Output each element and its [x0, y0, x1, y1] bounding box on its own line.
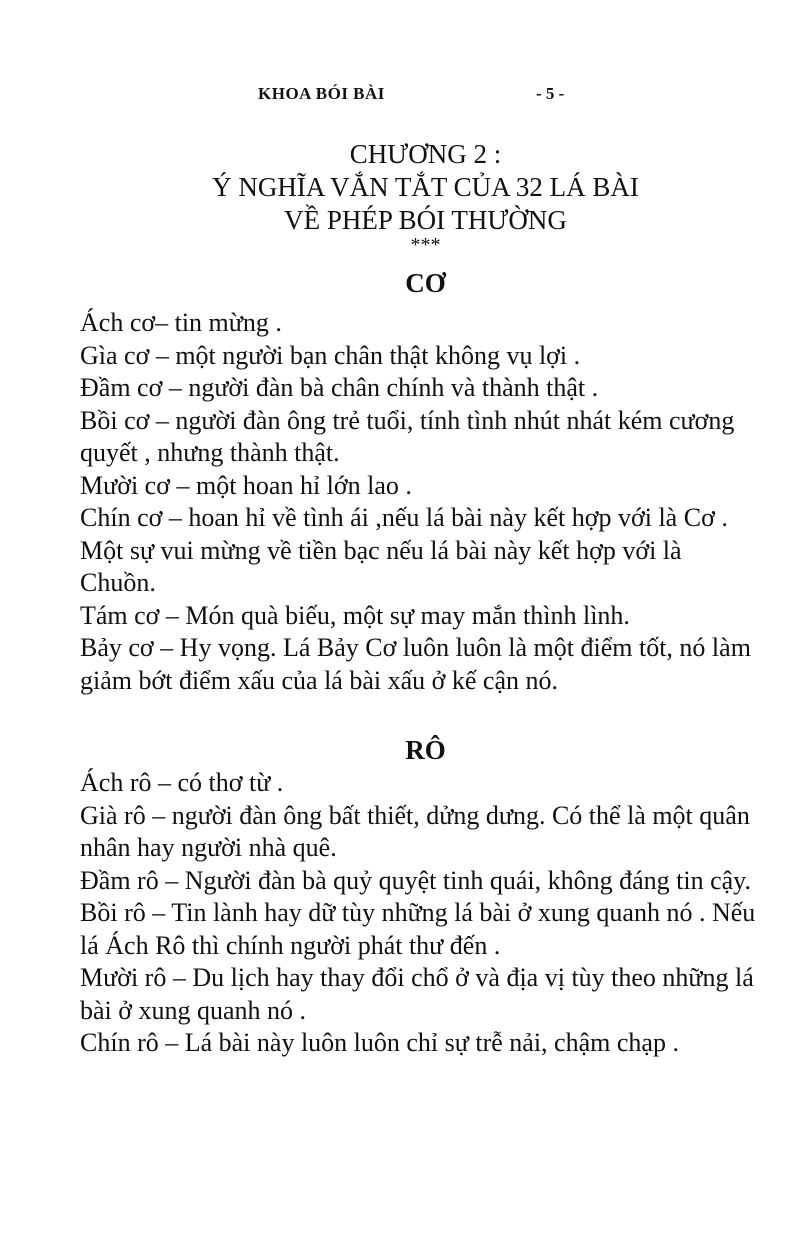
section-heading-co: CƠ [405, 268, 446, 298]
section-entries-ro [80, 767, 760, 1060]
entry-dam-co: Đầm cơ – người đàn bà chân chính và thành thật . [80, 373, 599, 402]
entry-muoi-co: Mười cơ – một hoan hỉ lớn lao . [80, 470, 412, 500]
entry-bay-co: Bảy cơ – Hy vọng. Lá Bảy Cơ luôn luôn là một điểm tốt, nó làm giảm bớt điểm xấu của lá bài xấu ở kế cận nó. [80, 633, 751, 695]
chapter-number: CHƯƠNG 2 : [349, 139, 502, 169]
entry-ach-co: Ách cơ– tin mừng . [80, 308, 282, 337]
entry-chin-co: Chín cơ – hoan hỉ về tình ái ,nếu lá bài này kết hợp với là Cơ . Một sự vui mừng về tiền bạc nếu lá bài này kết hợp với là Chuồn. [80, 503, 728, 597]
chapter-heading-line-1: Ý NGHĨA VẮN TẮT CỦA 32 LÁ BÀI [212, 172, 639, 202]
entry-boi-ro: Bồi rô – Tin lành hay dữ tùy những lá bài ở xung quanh nó . Nếu lá Ách Rô thì chính người phát thư đến . [80, 898, 756, 960]
entry-gia-ro: Già rô – người đàn ông bất thiết, dửng dưng. Có thể là một quân nhân hay người nhà quê. [80, 800, 750, 862]
page-number: - 5 - [536, 84, 565, 103]
entry-dam-ro: Đầm rô – Người đàn bà quỷ quyệt tinh quái, không đáng tin cậy. [80, 865, 751, 895]
running-title: KHOA BÓI BÀI [258, 84, 385, 103]
entry-gia-co: Gìa cơ – một người bạn chân thật không vụ lợi . [80, 340, 581, 370]
chapter-title [0, 138, 811, 255]
entry-tam-co: Tám cơ – Món quà biếu, một sự may mắn thình lình. [80, 600, 630, 630]
section-heading-ro: RÔ [405, 735, 446, 765]
section-entries-co [80, 307, 760, 697]
entry-chin-ro: Chín rô – Lá bài này luôn luôn chỉ sự trễ nải, chậm chạp . [80, 1028, 679, 1057]
section-separator: *** [410, 234, 441, 256]
chapter-heading-line-2: VỀ PHÉP BÓI THƯỜNG [284, 205, 567, 235]
entry-boi-co: Bồi cơ – người đàn ông trẻ tuổi, tính tình nhút nhát kém cương quyết , nhưng thành thật. [80, 405, 735, 467]
entry-muoi-ro: Mười rô – Du lịch hay thay đổi chổ ở và địa vị tùy theo những lá bài ở xung quanh nó . [80, 963, 754, 1025]
entry-ach-ro: Ách rô – có thơ từ . [80, 768, 284, 797]
